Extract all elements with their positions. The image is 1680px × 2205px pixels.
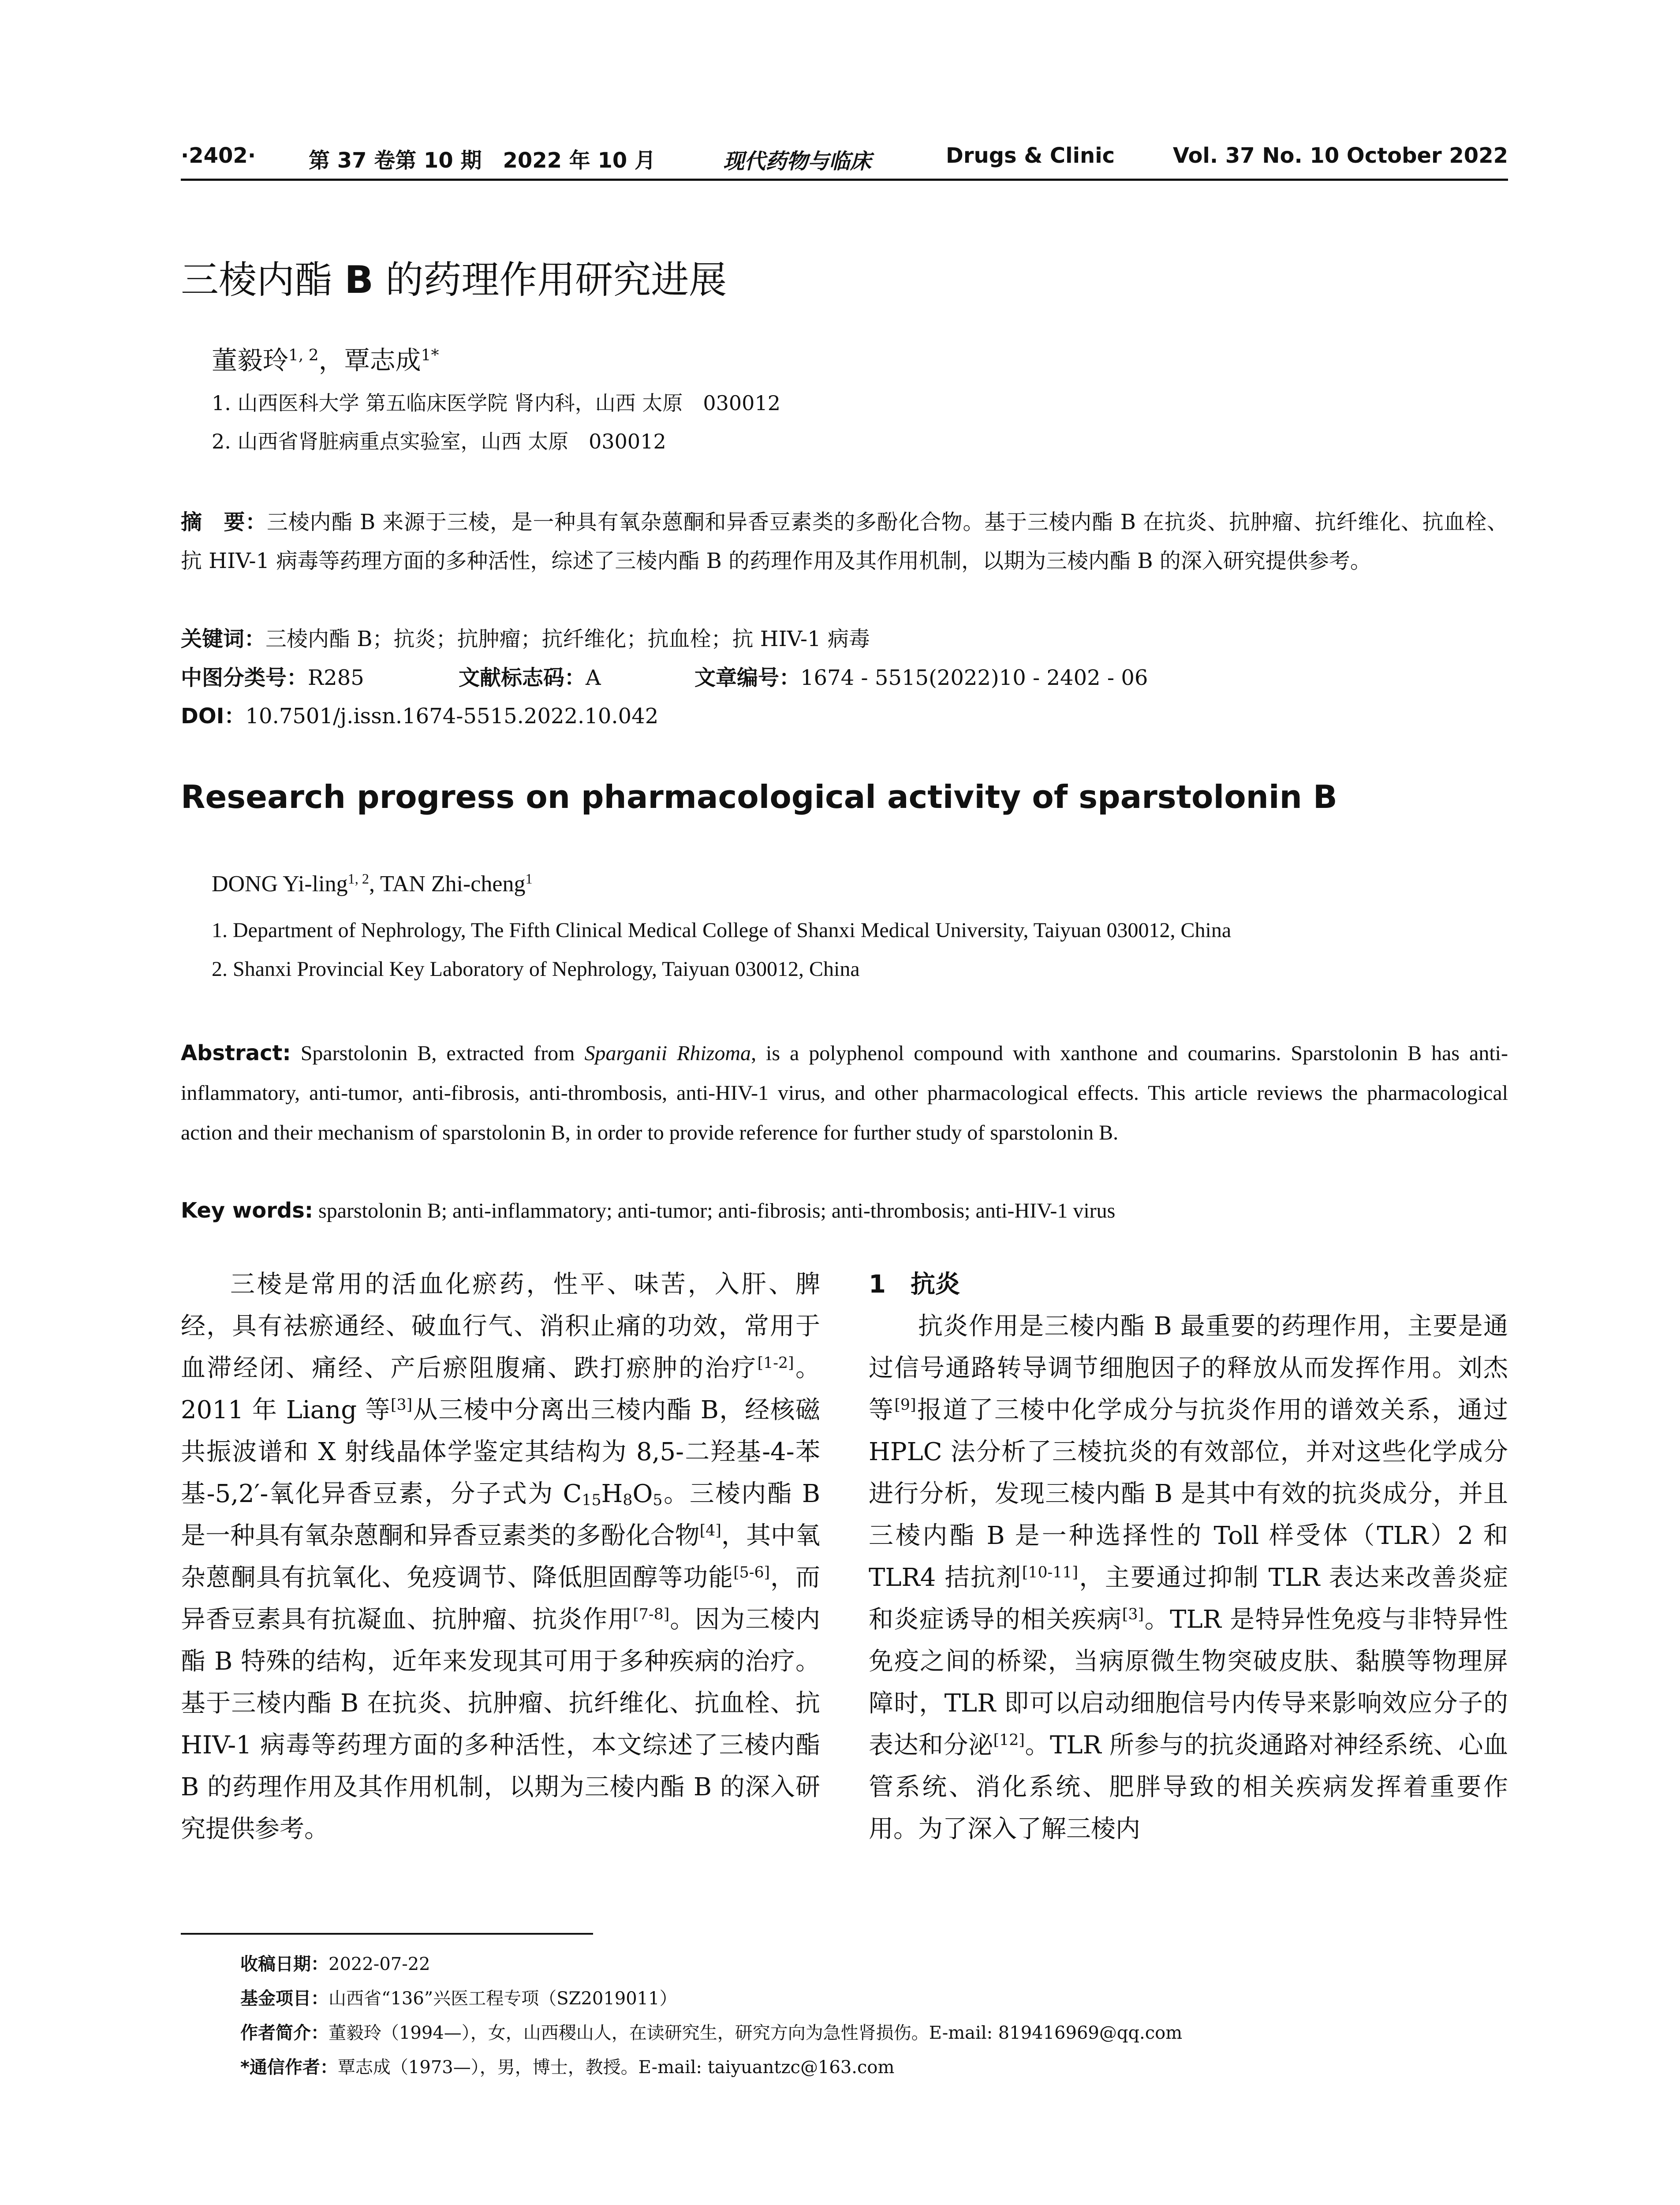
journal-cn: 现代药物与临床: [723, 149, 872, 174]
article-no-value: 1674 - 5515(2022)10 - 2402 - 06: [800, 665, 1148, 690]
footnote-funding: 基金项目：山西省“136”兴医工程专项（SZ2019011）: [240, 1988, 677, 2009]
author-2-en-sup: 1: [525, 871, 533, 887]
keywords-cn-text: 三棱内酯 B；抗炎；抗肿瘤；抗纤维化；抗血栓；抗 HIV-1 病毒: [265, 627, 870, 651]
author-1-sup: 1, 2: [288, 346, 319, 365]
section-1-number: 1: [869, 1270, 886, 1299]
author-1-en: DONG Yi-ling: [212, 871, 348, 897]
section-1-title: 抗炎: [910, 1270, 960, 1299]
body-left-column: [181, 1263, 820, 1850]
affiliation-cn-1: 1. 山西医科大学 第五临床医学院 肾内科，山西 太原 030012: [212, 391, 780, 415]
clc-label: 中图分类号：: [181, 665, 308, 690]
affiliation-en-2: 2. Shanxi Provincial Key Laboratory of Nephrology, Taiyuan 030012, China: [212, 957, 860, 981]
abstract-en-post: , is a polyphenol compound with xanthone and coumarins. Sparstolonin B has anti-inflammatory, anti-tumor, anti-fibrosis, anti-thrombosis, anti-HIV-1 virus, and other pharmacological effects. This article reviews the pharmacological action and their mechanism of sparstolonin B, in order to provide reference for further study of sparstolonin B.: [181, 1042, 1508, 1144]
authors-en: DONG Yi-ling$^{1, 2}$, TAN Zhi-cheng$^1$: [212, 871, 533, 897]
footnote-corresponding: *通信作者：覃志成（1973—），男，博士，教授。E-mail: taiyuantzc@163.com: [240, 2057, 895, 2078]
clc-value: R285: [308, 665, 364, 690]
keywords-en-label: Key words:: [181, 1198, 314, 1223]
issue-cn: 第 37 卷第 10 期 2022 年 10 月: [309, 148, 656, 173]
abstract-cn-label: 摘 要：: [181, 510, 267, 534]
keywords-cn-label: 关键词：: [181, 627, 266, 651]
header-rule: [181, 179, 1508, 181]
abstract-en-italic: Sparganii Rhizoma: [584, 1042, 751, 1065]
article-no-label: 文章编号：: [694, 665, 801, 690]
page-number: ·2402·: [181, 143, 256, 168]
issue-en: Vol. 37 No. 10 October 2022: [1172, 143, 1508, 168]
author-2-cn: 覃志成: [344, 345, 421, 375]
authors-cn: 董毅玲$^{1, 2}$，覃志成$^{1*}$: [212, 345, 439, 375]
affiliation-en-1: 1. Department of Nephrology, The Fifth Clinical Medical College of Shanxi Medical University, Taiyuan 030012, China: [212, 919, 1232, 942]
doi-line: [181, 697, 1508, 736]
running-header: [181, 143, 1508, 179]
footnote-author-bio: 作者简介：董毅玲（1994—），女，山西稷山人，在读研究生，研究方向为急性肾损伤。E-mail: 819416969@qq.com: [240, 2023, 1183, 2043]
abstract-cn: [181, 503, 1508, 580]
title-cn-part-1: 三棱内酯: [181, 258, 332, 302]
abstract-en-pre: Sparstolonin B, extracted from: [300, 1042, 585, 1065]
footnote-rule: [181, 1933, 593, 1935]
doc-code-label: 文献标志码：: [459, 665, 586, 690]
section-1-heading: [869, 1263, 1508, 1305]
affiliation-cn-2: 2. 山西省肾脏病重点实验室，山西 太原 030012: [212, 430, 666, 453]
keywords-cn: [181, 620, 1508, 658]
author-2-en: TAN Zhi-cheng: [380, 871, 526, 897]
classification-line: [181, 658, 1508, 697]
title-cn-part-3: 的药理作用研究进展: [385, 258, 727, 302]
section-1-paragraph: 抗炎作用是三棱内酯 B 最重要的药理作用，主要是通过信号通路转导调节细胞因子的释放从而发挥作用。刘杰等[9]报道了三棱中化学成分与抗炎作用的谱效关系，通过 HPLC 法分析了三棱抗炎的有效部位，并对这些化学成分进行分析，发现三棱内酯 B 是其中有效的抗炎成分，并且三棱内酯 B 是一种选择性的 Toll 样受体（TLR）2 和 TLR4 拮抗剂[10-11]，主要通过抑制 TLR 表达来改善炎症和炎症诱导的相关疾病[3]。TLR 是特异性免疫与非特异性免疫之间的桥梁，当病原微生物突破皮肤、黏膜等物理屏障时，TLR 即可以启动细胞信号内传导来影响效应分子的表达和分泌[12]。TLR 所参与的抗炎通路对神经系统、心血管系统、消化系统、肥胖导致的相关疾病发挥着重要作用。为了深入了解三棱内: [869, 1312, 1508, 1843]
journal-en: Drugs & Clinic: [946, 143, 1115, 168]
abstract-en: [181, 1033, 1508, 1153]
doc-code-value: A: [586, 665, 601, 690]
author-1-cn: 董毅玲: [212, 345, 289, 375]
author-2-sup: 1*: [421, 346, 439, 365]
article-title-cn: [181, 249, 727, 304]
article-title-en: Research progress on pharmacological activity of sparstolonin B: [181, 778, 1337, 815]
body-right-column: [869, 1263, 1508, 1850]
title-cn-part-2: B: [344, 258, 373, 302]
doi-value: 10.7501/j.issn.1674-5515.2022.10.042: [245, 704, 659, 729]
author-1-en-sup: 1, 2: [347, 871, 369, 887]
keywords-en-text: sparstolonin B; anti-inflammatory; anti-tumor; anti-fibrosis; anti-thrombosis; anti-HIV-1 virus: [318, 1199, 1116, 1222]
intro-paragraph: 三棱是常用的活血化瘀药，性平、味苦，入肝、脾经，具有祛瘀通经、破血行气、消积止痛的功效，常用于血滞经闭、痛经、产后瘀阻腹痛、跌打瘀肿的治疗[1-2]。2011 年 Liang 等[3]从三棱中分离出三棱内酯 B，经核磁共振波谱和 X 射线晶体学鉴定其结构为 8,5-二羟基-4-苯基-5,2′-氧化异香豆素，分子式为 $C_{15}H_8O_5$。三棱内酯 B 是一种具有氧杂蒽酮和异香豆素类的多酚化合物[4]，其中氧杂蒽酮具有抗氧化、免疫调节、降低胆固醇等功能[5-6]，而异香豆素具有抗凝血、抗肿瘤、抗炎作用[7-8]。因为三棱内酯 B 特殊的结构，近年来发现其可用于多种疾病的治疗。基于三棱内酯 B 在抗炎、抗肿瘤、抗纤维化、抗血栓、抗 HIV-1 病毒等药理方面的多种活性，本文综述了三棱内酯 B 的药理作用及其作用机制，以期为三棱内酯 B 的深入研究提供参考。: [181, 1270, 821, 1843]
abstract-en-label: Abstract:: [181, 1041, 291, 1065]
keywords-en: [181, 1191, 1508, 1231]
abstract-cn-text: 三棱内酯 B 来源于三棱，是一种具有氧杂蒽酮和异香豆素类的多酚化合物。基于三棱内酯 B 在抗炎、抗肿瘤、抗纤维化、抗血栓、抗 HIV-1 病毒等药理方面的多种活性，综述了三棱内酯 B 的药理作用及其作用机制，以期为三棱内酯 B 的深入研究提供参考。: [181, 510, 1508, 573]
footnote-received: 收稿日期：2022-07-22: [240, 1954, 430, 1974]
doi-label: DOI：: [181, 704, 246, 729]
